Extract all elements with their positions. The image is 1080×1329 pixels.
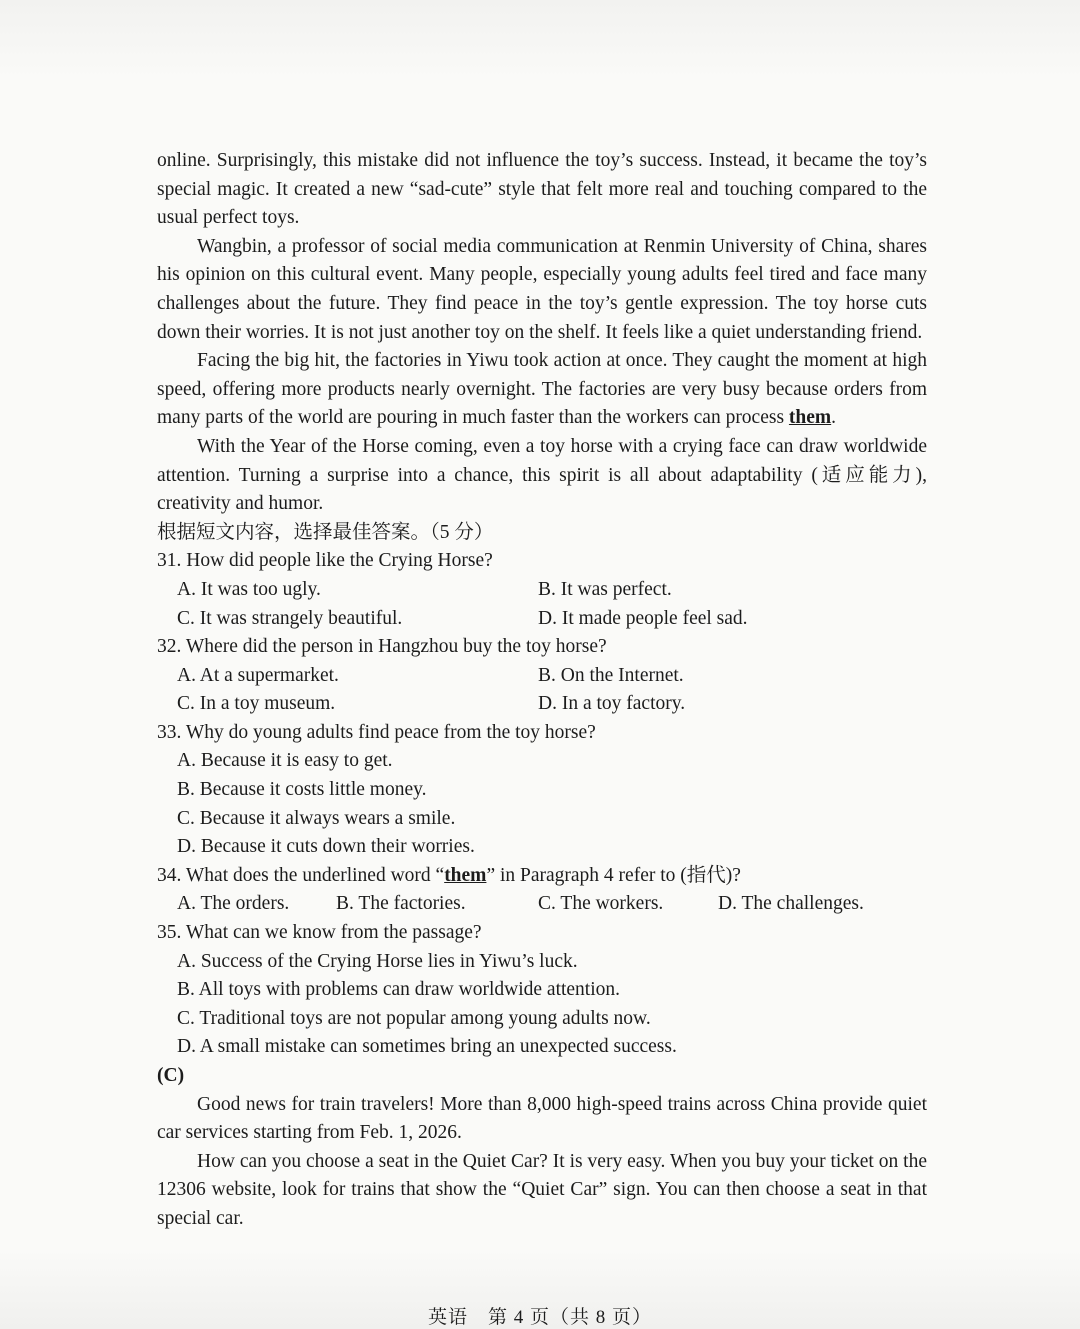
page-content bbox=[157, 147, 927, 1234]
q33-option-b: B. Because it costs little money. bbox=[177, 779, 427, 801]
question-33: 33. Why do young adults find peace from the toy horse? bbox=[157, 721, 596, 743]
question-31: 31. How did people like the Crying Horse? bbox=[157, 550, 493, 572]
passage-b-paragraph-3 bbox=[157, 347, 927, 433]
passage-b-paragraph-1: online. Surprisingly, this mistake did not influence the toy’s success. Instead, it became the toy’s special magic. It created a new “sad-cute” style that felt more real and touching compared to the usual perfect toys. bbox=[157, 150, 927, 229]
q35-option-b: B. All toys with problems can draw worldwide attention. bbox=[177, 979, 621, 1001]
question-35: 35. What can we know from the passage? bbox=[157, 922, 482, 944]
q34-option-d: D. The challenges. bbox=[718, 893, 864, 915]
q31-option-c: C. It was strangely beautiful. bbox=[177, 607, 403, 629]
q31-option-b: B. It was perfect. bbox=[538, 578, 672, 600]
passage-b-paragraph-4: With the Year of the Horse coming, even a toy horse with a crying face can draw worldwide attention. Turning a surprise into a chance, this spirit is all about adaptability (适应能力), creativity and humor. bbox=[157, 435, 927, 515]
q34-option-c: C. The workers. bbox=[538, 893, 664, 915]
q31-options-row-2 bbox=[157, 605, 927, 634]
paragraph-3-end: . bbox=[831, 407, 837, 429]
q34-option-a: A. The orders. bbox=[177, 893, 290, 915]
section-c-heading: (C) bbox=[157, 1065, 185, 1086]
q31-option-a: A. It was too ugly. bbox=[177, 578, 321, 600]
section-c-paragraph-1: Good news for train travelers! More than 8,000 high-speed trains across China provide quiet car services starting from Feb. 1, 2026. bbox=[157, 1093, 927, 1144]
q32-options-row-2 bbox=[157, 690, 927, 719]
q32-option-a: A. At a supermarket. bbox=[177, 664, 339, 686]
q32-options-row-1 bbox=[157, 662, 927, 691]
underlined-word-them: them bbox=[788, 407, 832, 429]
q31-option-d: D. It made people feel sad. bbox=[538, 607, 748, 629]
question-34 bbox=[157, 862, 927, 891]
q32-option-d: D. In a toy factory. bbox=[538, 693, 686, 715]
page-footer: 英语 第 4 页（共 8 页） bbox=[427, 1307, 652, 1328]
q35-option-c: C. Traditional toys are not popular among young adults now. bbox=[177, 1007, 651, 1029]
q34-underlined-word: them bbox=[444, 864, 487, 886]
passage-b-paragraph-2: Wangbin, a professor of social media communication at Renmin University of China, shares his opinion on this cultural event. Many people, especially young adults feel tired and face many challenges about the future. They find peace in the toy’s gentle expression. The toy horse cuts down their worries. It is not just another toy on the shelf. It feels like a quiet understanding friend. bbox=[157, 235, 927, 343]
q33-option-a: A. Because it is easy to get. bbox=[177, 750, 393, 772]
q31-options-row-1 bbox=[157, 576, 927, 605]
q34-stem-start: 34. What does the underlined word “ bbox=[157, 864, 445, 886]
q34-stem-end: ” in Paragraph 4 refer to (指代)? bbox=[486, 864, 741, 886]
q33-option-d: D. Because it cuts down their worries. bbox=[177, 836, 475, 858]
q34-option-b: B. The factories. bbox=[336, 893, 466, 915]
instruction: 根据短文内容，选择最佳答案。（5 分） bbox=[157, 521, 494, 543]
paragraph-3-text: Facing the big hit, the factories in Yiwu took action at once. They caught the moment at high speed, offering more products nearly overnight. The factories are very busy because orders from many parts of the world are pouring in much faster than the workers can process bbox=[157, 350, 927, 429]
q35-option-a: A. Success of the Crying Horse lies in Yiwu’s luck. bbox=[177, 950, 578, 972]
q33-option-c: C. Because it always wears a smile. bbox=[177, 807, 456, 829]
section-c-paragraph-2: How can you choose a seat in the Quiet Car? It is very easy. When you buy your ticket on the 12306 website, look for trains that show the “Quiet Car” sign. You can then choose a seat in that special car. bbox=[157, 1150, 927, 1229]
q35-option-d: D. A small mistake can sometimes bring an unexpected success. bbox=[177, 1036, 677, 1058]
q34-options bbox=[157, 890, 927, 919]
question-32: 32. Where did the person in Hangzhou buy the toy horse? bbox=[157, 636, 607, 658]
q32-option-c: C. In a toy museum. bbox=[177, 693, 336, 715]
q32-option-b: B. On the Internet. bbox=[538, 664, 684, 686]
